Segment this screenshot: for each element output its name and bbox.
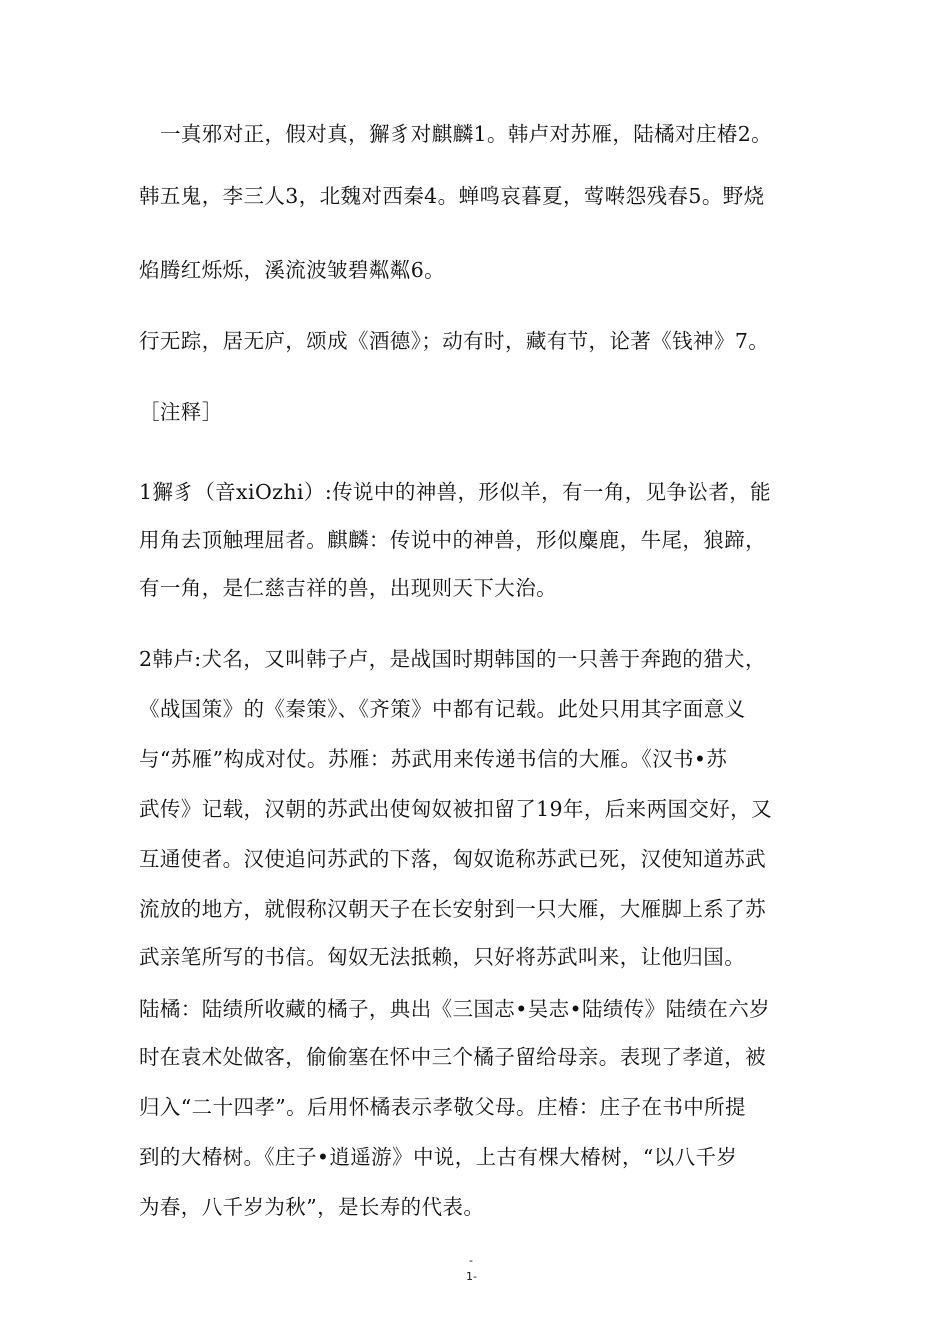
note2-line-6: 流放的地方，就假称汉朝天子在长安射到一只大雁，大雁脚上系了苏 bbox=[139, 897, 766, 921]
poem-line-3: 焰腾红烁烁，溪流波皱碧粼粼6。 bbox=[139, 258, 446, 282]
notes-heading: ［注释］ bbox=[139, 400, 223, 424]
note2-line-1: 2韩卢:犬名，又叫韩子卢，是战国时期韩国的一只善于奔跑的猎犬， bbox=[139, 647, 766, 671]
note1-line-1: 1獬豸（音xiОzhi）:传说中的神兽，形似羊，有一角，见争讼者，能 bbox=[139, 480, 772, 504]
note1-line-2: 用角去顶触理屈者。麒麟：传说中的神兽，形似麋鹿，牛尾，狼蹄， bbox=[139, 528, 766, 552]
note2-line-4: 武传》记载，汉朝的苏武出使匈奴被扣留了19年，后来两国交好，又 bbox=[139, 797, 772, 821]
note2-line-7: 武亲笔所写的书信。匈奴无法抵赖，只好将苏武叫来，让他归国。 bbox=[139, 945, 746, 969]
poem-line-2: 韩五鬼，李三人3，北魏对西秦4。蝉鸣哀暮夏，莺啭怨残春5。野烧 bbox=[139, 184, 765, 208]
poem-line-4: 行无踪，居无庐，颂成《酒德》；动有时，藏有节，论著《钱神》7。 bbox=[139, 329, 770, 353]
note2-line-11: 到的大椿树。《庄子•逍遥游》中说，上古有棵大椿树，“以八千岁 bbox=[139, 1145, 738, 1169]
note2-line-10: 归入“二十四孝”。后用怀橘表示孝敬父母。庄椿：庄子在书中所提 bbox=[139, 1095, 746, 1119]
note2-line-3: 与“苏雁”构成对仗。苏雁：苏武用来传递书信的大雁。《汉书•苏 bbox=[139, 747, 728, 771]
note2-line-9: 时在袁术处做客，偷偷塞在怀中三个橘子留给母亲。表现了孝道，被 bbox=[139, 1045, 766, 1069]
note2-line-8: 陆橘：陆绩所收藏的橘子，典出《三国志•吴志•陆绩传》陆绩在六岁 bbox=[139, 997, 771, 1021]
poem-line-1: 一真邪对正，假对真，獬豸对麒麟1。韩卢对苏雁，陆橘对庄椿2。 bbox=[160, 122, 773, 146]
note2-line-2: 《战国策》的《秦策》、《齐策》中都有记载。此处只用其字面意义 bbox=[139, 697, 746, 721]
note2-line-12: 为春，八千岁为秋”，是长寿的代表。 bbox=[139, 1195, 485, 1219]
note2-line-5: 互通使者。汉使追问苏武的下落，匈奴诡称苏武已死，汉使知道苏武 bbox=[139, 847, 766, 871]
note1-line-3: 有一角，是仁慈吉祥的兽，出现则天下大治。 bbox=[139, 576, 557, 600]
page-number: 1- bbox=[466, 1270, 477, 1283]
footer-dash: - bbox=[469, 1254, 473, 1267]
